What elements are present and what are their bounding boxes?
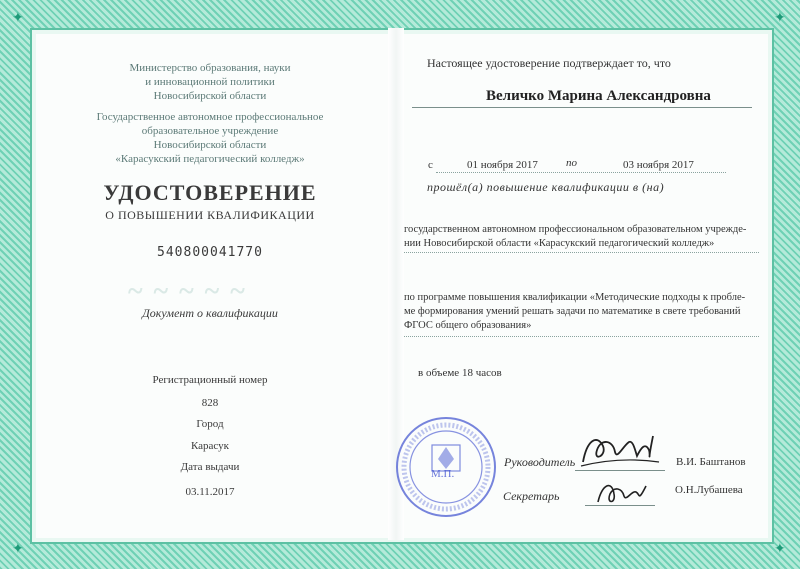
corner-ornament-icon: ✦ (12, 11, 24, 26)
head-signature-line (575, 470, 665, 471)
institution-stamp (394, 415, 498, 519)
to-date: 03 ноября 2017 (623, 159, 694, 171)
volume-value: 18 часов (462, 367, 502, 379)
secretary-signature-line (585, 505, 655, 506)
from-prefix: с (428, 159, 433, 171)
document-subtitle: О ПОВЫШЕНИИ КВАЛИФИКАЦИИ (105, 208, 315, 222)
background-watermark: ~ ~ ~ ~ ~ (128, 276, 247, 307)
document-type: Документ о квалификации (142, 306, 278, 320)
institution-line-2: нии Новосибирской области «Карасукский педагогический колледж» (404, 238, 715, 249)
head-label: Руководитель (504, 455, 576, 469)
ministry-line: и инновационной политики (145, 76, 275, 88)
document-title: УДОСТОВЕРЕНИЕ (103, 180, 317, 205)
recipient-name: Величко Марина Александровна (486, 88, 711, 104)
corner-ornament-icon: ✦ (12, 542, 24, 557)
institution-line-1: государственном автономном профессиональном образовательном учрежде- (404, 224, 747, 235)
institution-line: Новосибирской области (153, 139, 267, 151)
secretary-label: Секретарь (503, 489, 560, 503)
program-line-1: по программе повышения квалификации «Методические подходы к пробле- (404, 292, 746, 303)
from-date: 01 ноября 2017 (467, 159, 538, 171)
issue-date-value: 03.11.2017 (185, 486, 235, 498)
city-label: Город (196, 418, 224, 430)
institution-line: Государственное автономное профессиональное (96, 111, 324, 123)
city-value: Карасук (190, 440, 230, 452)
institution-underline (404, 252, 759, 254)
intro-text: Настоящее удостоверение подтверждает то, что (427, 56, 671, 70)
volume-prefix: в объеме (418, 367, 460, 379)
to-prefix: по (566, 157, 577, 169)
program-line-3: ФГОС общего образования» (404, 320, 532, 331)
corner-ornament-icon: ✦ (774, 11, 786, 26)
passed-text: прошёл(а) повышение квалификации в (на) (427, 180, 665, 194)
institution-line: «Карасукский педагогический колледж» (115, 153, 305, 165)
institution-line: образовательное учреждение (141, 125, 279, 137)
corner-ornament-icon: ✦ (774, 542, 786, 557)
issue-date-label: Дата выдачи (180, 461, 240, 473)
certificate-number: 540800041770 (157, 245, 263, 260)
registration-label: Регистрационный номер (152, 374, 268, 386)
ministry-line: Новосибирской области (153, 90, 267, 102)
name-underline (412, 107, 752, 108)
program-line-2: ме формирования умений решать задачи по математике в свете требований (404, 306, 741, 317)
secretary-name: О.Н.Лубашева (675, 484, 743, 496)
program-underline (404, 336, 759, 338)
ministry-line: Министерство образования, науки (129, 62, 291, 74)
stamp-label: М.П. (431, 468, 455, 480)
head-name: В.И. Баштанов (676, 456, 746, 468)
date-underline (436, 172, 726, 174)
registration-number: 828 (201, 397, 219, 409)
